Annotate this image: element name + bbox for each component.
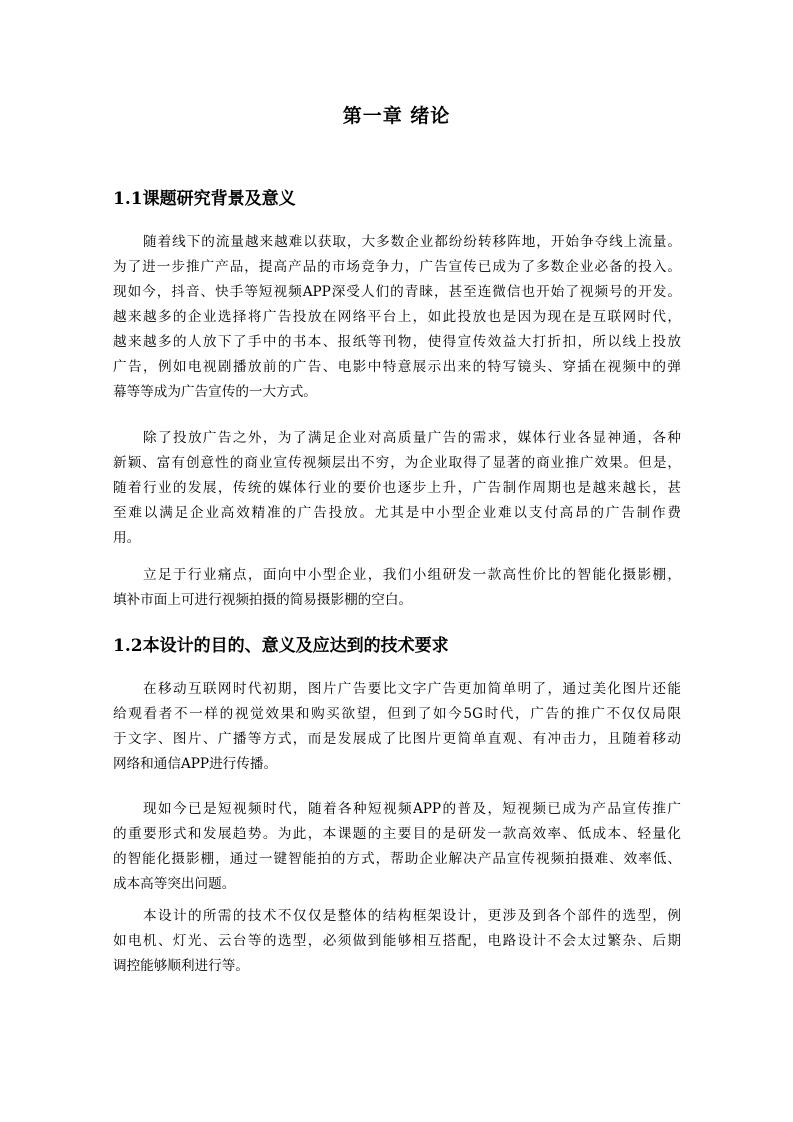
paragraph-line: 至难以满足企业高效精准的广告投放。尤其是中小型企业难以支付高昂的广告制作费 xyxy=(113,505,681,521)
paragraph-line: 越来越多的企业选择将广告投放在网络平台上，如此投放也是因为现在是互联网时代， xyxy=(113,309,681,325)
paragraph xyxy=(113,426,681,551)
paragraph-line: 广告，例如电视剧播放前的广告、电影中特意展示出来的特写镜头、穿插在视频中的弹 xyxy=(113,359,681,375)
paragraph-line: 新颖、富有创意性的商业宣传视频层出不穷，为企业取得了显著的商业推广效果。但是， xyxy=(113,455,681,471)
paragraph xyxy=(113,904,681,979)
paragraph-line: 为了进一步推广产品，提高产品的市场竞争力，广告宣传已成为了多数企业必备的投入。 xyxy=(113,259,681,275)
paragraph-line: 现如今，抖音、快手等短视频APP深受人们的青睐，甚至连微信也开始了视频号的开发。 xyxy=(113,284,681,300)
paragraph xyxy=(113,797,681,897)
paragraph-line: 的重要形式和发展趋势。为此，本课题的主要目的是研发一款高效率、低成本、轻量化 xyxy=(113,826,681,842)
paragraph-line: 随着行业的发展，传统的媒体行业的要价也逐步上升，广告制作周期也是越来越长，甚 xyxy=(113,480,681,496)
paragraph-line: 随着线下的流量越来越难以获取，大多数企业都纷纷转移阵地，开始争夺线上流量。 xyxy=(143,234,681,250)
paragraph xyxy=(113,677,681,777)
paragraph-line: 本设计的所需的技术不仅仅是整体的结构框架设计，更涉及到各个部件的选型，例 xyxy=(143,908,681,924)
section-heading-1-1: 1.1课题研究背景及意义 xyxy=(113,189,296,209)
paragraph-line: 用。 xyxy=(113,530,141,546)
paragraph-line: 给观看者不一样的视觉效果和购买欲望，但到了如今5G时代，广告的推广不仅仅局限 xyxy=(113,706,681,722)
section-heading-1-2: 1.2本设计的目的、意义及应达到的技术要求 xyxy=(113,636,449,656)
paragraph-line: 立足于行业痛点，面向中小型企业，我们小组研发一款高性价比的智能化摄影棚， xyxy=(143,567,681,583)
paragraph-line: 调控能够顺利进行等。 xyxy=(113,958,249,974)
paragraph xyxy=(113,230,681,405)
paragraph-line: 在移动互联网时代初期，图片广告要比文字广告更加简单明了，通过美化图片还能 xyxy=(143,681,681,697)
paragraph-line: 幕等等成为广告宣传的一大方式。 xyxy=(113,384,317,400)
paragraph-line: 除了投放广告之外，为了满足企业对高质量广告的需求，媒体行业各显神通，各种 xyxy=(143,430,681,446)
paragraph-line: 填补市面上可进行视频拍摄的简易摄影棚的空白。 xyxy=(113,592,413,608)
paragraph-line: 现如今已是短视频时代，随着各种短视频APP的普及，短视频已成为产品宣传推广 xyxy=(143,801,681,817)
paragraph-line: 网络和通信APP进行传播。 xyxy=(113,756,278,772)
paragraph-line: 的智能化摄影棚，通过一键智能拍的方式，帮助企业解决产品宣传视频拍摄难、效率低、 xyxy=(113,851,681,867)
paragraph-line: 于文字、图片、广播等方式，而是发展成了比图片更简单直观、有冲击力，且随着移动 xyxy=(113,731,681,747)
paragraph-line: 成本高等突出问题。 xyxy=(113,876,236,892)
chapter-title: 第一章 绪论 xyxy=(342,105,451,127)
paragraph-line: 如电机、灯光、云台等的选型，必须做到能够相互搭配，电路设计不会太过繁杂、后期 xyxy=(113,933,681,949)
paragraph xyxy=(113,563,681,613)
paragraph-line: 越来越多的人放下了手中的书本、报纸等刊物，使得宣传效益大打折扣，所以线上投放 xyxy=(113,334,681,350)
